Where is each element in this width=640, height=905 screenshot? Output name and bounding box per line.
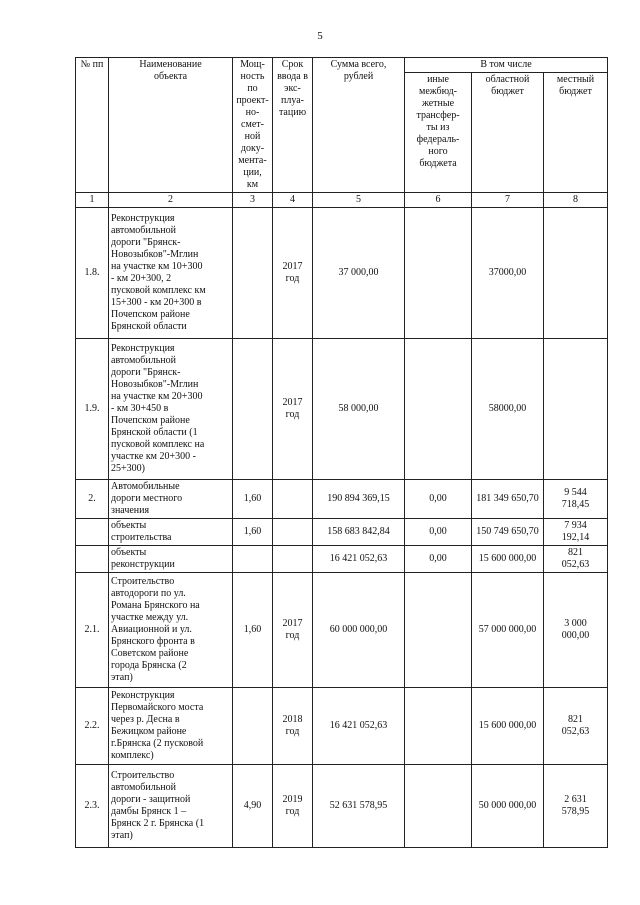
row-number: 2.2. <box>76 688 109 765</box>
table-row <box>76 546 608 573</box>
header-row-1 <box>76 58 608 73</box>
header-total: Сумма всего, рублей <box>313 58 405 193</box>
column-number-row <box>76 193 608 208</box>
column-number: 5 <box>313 193 405 208</box>
header-name: Наименование объекта <box>109 58 233 193</box>
capacity-value <box>233 208 273 339</box>
federal-transfers: 0,00 <box>405 480 472 519</box>
local-budget: 2 631 578,95 <box>544 765 608 848</box>
local-budget: 3 000 000,00 <box>544 573 608 688</box>
page-number: 5 <box>317 30 323 42</box>
regional-budget: 50 000 000,00 <box>472 765 544 848</box>
commissioning-term <box>273 480 313 519</box>
header-capacity: Мощ- ность по проект- но- смет- ной доку- мента- ции, км <box>233 58 273 193</box>
local-budget: 9 544 718,45 <box>544 480 608 519</box>
commissioning-term <box>273 519 313 546</box>
capacity-value: 1,60 <box>233 573 273 688</box>
federal-transfers <box>405 688 472 765</box>
commissioning-term <box>273 546 313 573</box>
capacity-value: 1,60 <box>233 480 273 519</box>
table-row <box>76 765 608 848</box>
federal-transfers <box>405 208 472 339</box>
regional-budget: 181 349 650,70 <box>472 480 544 519</box>
row-number <box>76 519 109 546</box>
regional-budget: 57 000 000,00 <box>472 573 544 688</box>
commissioning-term: 2017 год <box>273 339 313 480</box>
column-number: 2 <box>109 193 233 208</box>
object-name: Строительство автодороги по ул. Романа Брянского на участке между ул. Авиационной и ул. Брянского фронта в Советском районе города Брянска (2 этап) <box>109 573 233 688</box>
total-sum: 37 000,00 <box>313 208 405 339</box>
federal-transfers: 0,00 <box>405 519 472 546</box>
row-number: 2.1. <box>76 573 109 688</box>
regional-budget: 58000,00 <box>472 339 544 480</box>
row-number: 1.9. <box>76 339 109 480</box>
row-number: 2. <box>76 480 109 519</box>
header-regional: областной бюджет <box>472 73 544 193</box>
local-budget: 821 052,63 <box>544 688 608 765</box>
local-budget: 7 934 192,14 <box>544 519 608 546</box>
column-number: 3 <box>233 193 273 208</box>
header-local: местный бюджет <box>544 73 608 193</box>
local-budget <box>544 339 608 480</box>
regional-budget: 37000,00 <box>472 208 544 339</box>
capacity-value <box>233 339 273 480</box>
capacity-value: 4,90 <box>233 765 273 848</box>
table-row <box>76 480 608 519</box>
funding-table <box>75 57 608 848</box>
header-transfers: иные межбюд- жетные трансфер- ты из федераль- ного бюджета <box>405 73 472 193</box>
column-number: 4 <box>273 193 313 208</box>
local-budget <box>544 208 608 339</box>
column-number: 8 <box>544 193 608 208</box>
federal-transfers: 0,00 <box>405 546 472 573</box>
regional-budget: 15 600 000,00 <box>472 688 544 765</box>
total-sum: 52 631 578,95 <box>313 765 405 848</box>
object-name: объекты реконструкции <box>109 546 233 573</box>
total-sum: 60 000 000,00 <box>313 573 405 688</box>
total-sum: 158 683 842,84 <box>313 519 405 546</box>
object-name: Строительство автомобильной дороги - защитной дамбы Брянск 1 – Брянск 2 г. Брянска (1 этап) <box>109 765 233 848</box>
capacity-value: 1,60 <box>233 519 273 546</box>
regional-budget: 150 749 650,70 <box>472 519 544 546</box>
object-name: объекты строительства <box>109 519 233 546</box>
capacity-value <box>233 688 273 765</box>
total-sum: 16 421 052,63 <box>313 688 405 765</box>
column-number: 7 <box>472 193 544 208</box>
federal-transfers <box>405 765 472 848</box>
commissioning-term: 2017 год <box>273 573 313 688</box>
table-row <box>76 339 608 480</box>
capacity-value <box>233 546 273 573</box>
row-number <box>76 546 109 573</box>
federal-transfers <box>405 573 472 688</box>
commissioning-term: 2017 год <box>273 208 313 339</box>
regional-budget: 15 600 000,00 <box>472 546 544 573</box>
local-budget: 821 052,63 <box>544 546 608 573</box>
row-number: 2.3. <box>76 765 109 848</box>
object-name: Реконструкция Первомайского моста через р. Десна в Бежицком районе г.Брянска (2 пусковой комплекс) <box>109 688 233 765</box>
header-including: В том числе <box>405 58 608 73</box>
object-name: Реконструкция автомобильной дороги "Брянск- Новозыбков"-Мглин на участке км 10+300 - км 20+300, 2 пусковой комплекс км 15+300 - км 20+300 в Почепском районе Брянской области <box>109 208 233 339</box>
object-name: Реконструкция автомобильной дороги "Брянск- Новозыбков"-Мглин на участке км 20+300 - км 30+450 в Почепском районе Брянской области (1 пусковой комплекс на участке км 20+300 - 25+300) <box>109 339 233 480</box>
total-sum: 16 421 052,63 <box>313 546 405 573</box>
federal-transfers <box>405 339 472 480</box>
object-name: Автомобильные дороги местного значения <box>109 480 233 519</box>
table-row <box>76 519 608 546</box>
commissioning-term: 2018 год <box>273 688 313 765</box>
total-sum: 58 000,00 <box>313 339 405 480</box>
table-row <box>76 688 608 765</box>
column-number: 1 <box>76 193 109 208</box>
column-number: 6 <box>405 193 472 208</box>
table-row <box>76 208 608 339</box>
table-body <box>76 58 608 848</box>
header-no: № пп <box>76 58 109 193</box>
commissioning-term: 2019 год <box>273 765 313 848</box>
total-sum: 190 894 369,15 <box>313 480 405 519</box>
table-row <box>76 573 608 688</box>
row-number: 1.8. <box>76 208 109 339</box>
header-term: Срок ввода в экс- плуа- тацию <box>273 58 313 193</box>
